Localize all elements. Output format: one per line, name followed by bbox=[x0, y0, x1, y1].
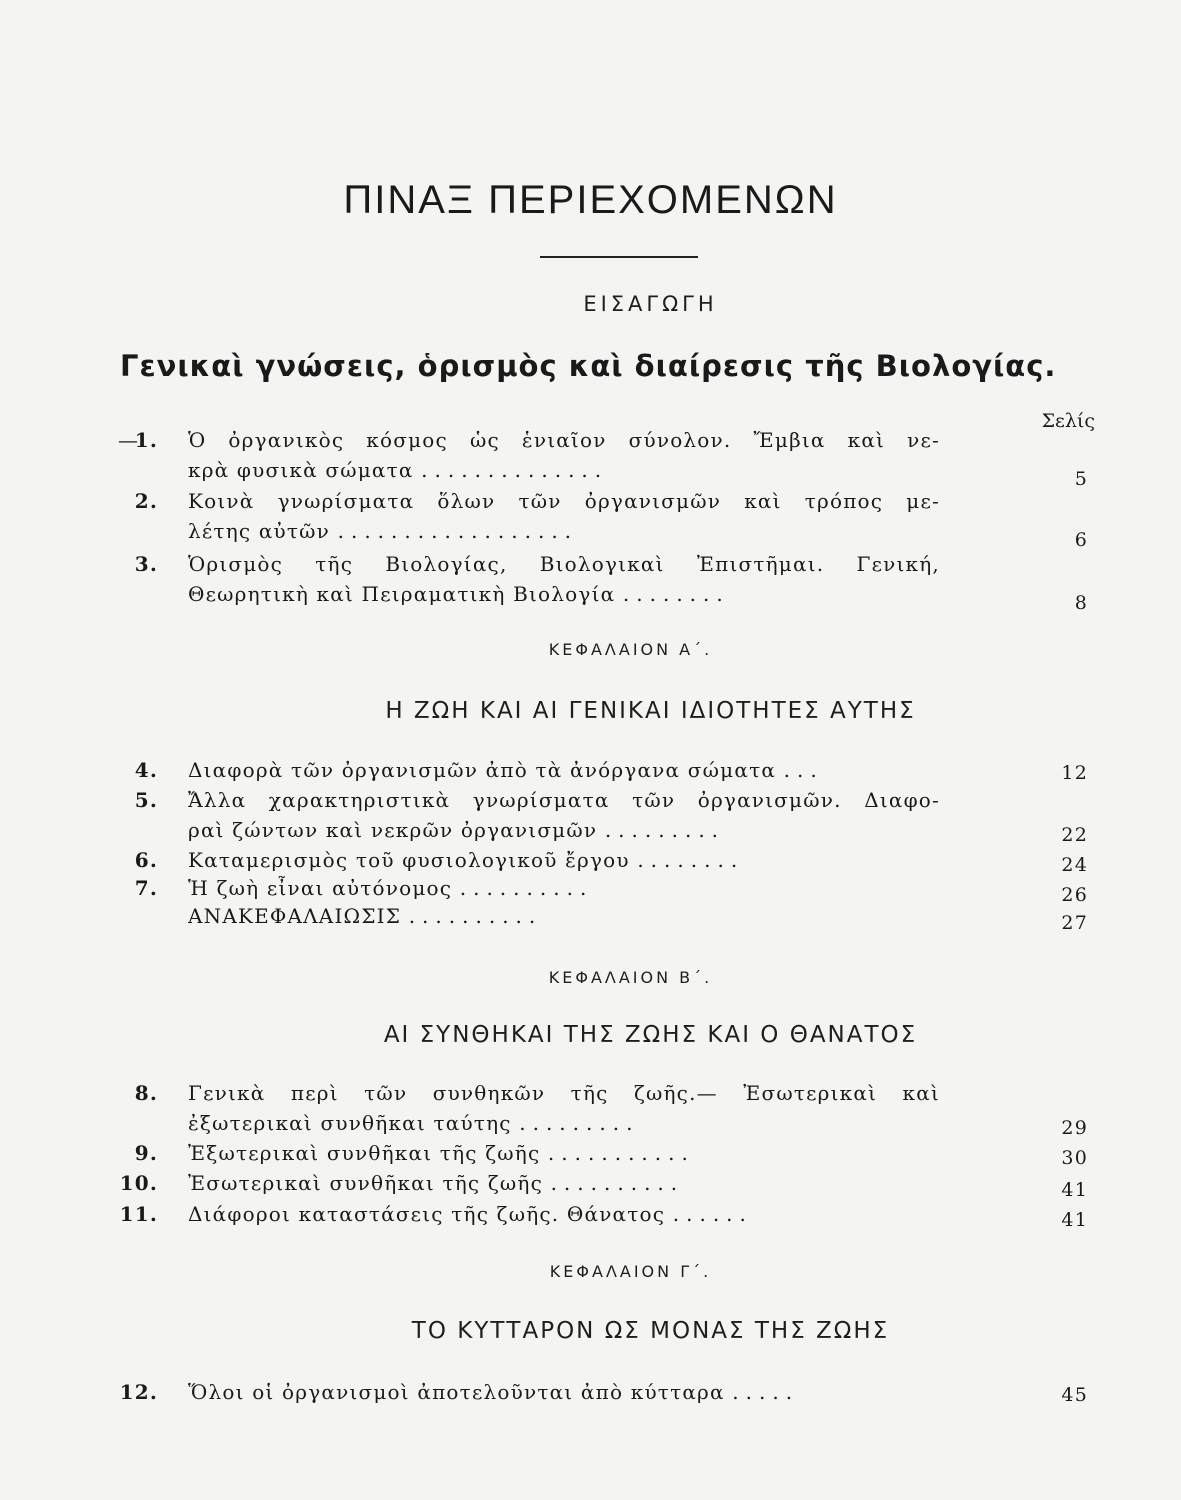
entry-text: λέτης αὐτῶν .................. bbox=[188, 519, 579, 543]
entry-text: ΑΝΑΚΕΦΑΛΑΙΩΣΙΣ .......... bbox=[188, 904, 543, 928]
entry-text: Ἡ ζωὴ εἶναι αὐτόνομος .......... bbox=[188, 876, 594, 900]
toc-entry-line bbox=[0, 904, 1181, 934]
toc-entry-line bbox=[0, 1202, 1181, 1232]
toc-entry-line bbox=[0, 458, 1181, 488]
entry-page: 6 bbox=[1074, 529, 1088, 551]
entry-text: Κοινὰ γνωρίσματα ὅλων τῶν ὀργανισμῶν καὶ τρόπος με- bbox=[188, 489, 940, 513]
entry-number: 10. bbox=[119, 1171, 158, 1195]
intro-subtitle: Γενικαὶ γνώσεις, ὁρισμὸς καὶ διαίρεσις τῆς Βιολογίας. bbox=[120, 349, 1057, 383]
chapter-label: ΚΕΦΑΛΑΙΟΝ Γ΄. bbox=[549, 1262, 712, 1281]
entry-page: 41 bbox=[1061, 1179, 1088, 1201]
entry-number: 3. bbox=[134, 552, 158, 576]
entry-page: 41 bbox=[1061, 1209, 1088, 1231]
entry-page: 27 bbox=[1061, 912, 1088, 934]
entry-number: 6. bbox=[134, 848, 158, 872]
entry-number: 1. bbox=[134, 428, 158, 452]
toc-entry-line bbox=[0, 519, 1181, 549]
entry-number: 5. bbox=[134, 788, 158, 812]
entry-page: 8 bbox=[1074, 592, 1088, 614]
intro-label: ΕΙΣΑΓΩΓΗ bbox=[583, 292, 718, 316]
entry-page: 22 bbox=[1061, 824, 1088, 846]
entry-number: 2. bbox=[134, 489, 158, 513]
entry-text: Θεωρητικὴ καὶ Πειραματικὴ Βιολογία ........ bbox=[188, 582, 730, 606]
toc-entry-line bbox=[0, 876, 1181, 906]
page-title: ΠΙΝΑΞ ΠΕΡΙΕΧΟΜΕΝΩΝ bbox=[343, 178, 838, 222]
entry-number: 11. bbox=[119, 1202, 158, 1226]
toc-entry-line bbox=[0, 582, 1181, 612]
entry-number: 9. bbox=[134, 1141, 158, 1165]
entry-number: 8. bbox=[134, 1081, 158, 1105]
entry-page: 45 bbox=[1061, 1384, 1088, 1406]
entry-text: Ὅλοι οἱ ὀργανισμοὶ ἀποτελοῦνται ἀπὸ κύτταρα ..... bbox=[188, 1380, 800, 1404]
toc-entry-line bbox=[0, 1111, 1181, 1141]
entry-text: Ἐσωτερικαὶ συνθῆκαι τῆς ζωῆς .......... bbox=[188, 1171, 685, 1195]
entry-page: 12 bbox=[1061, 762, 1088, 784]
chapter-label: ΚΕΦΑΛΑΙΟΝ Β΄. bbox=[548, 968, 713, 987]
entry-page: 5 bbox=[1074, 468, 1088, 490]
chapter-title: Η ΖΩΗ ΚΑΙ ΑΙ ΓΕΝΙΚΑΙ ΙΔΙΟΤΗΤΕΣ ΑΥΤΗΣ bbox=[385, 698, 916, 724]
entry-text: ραὶ ζώντων καὶ νεκρῶν ὀργανισμῶν ......... bbox=[188, 818, 726, 842]
entry-page: 29 bbox=[1061, 1117, 1088, 1139]
toc-entry-line bbox=[0, 788, 1181, 818]
toc-entry-line bbox=[0, 818, 1181, 848]
entry-text: ἐξωτερικαὶ συνθῆκαι ταύτης ......... bbox=[188, 1111, 640, 1135]
chapter-title: ΑΙ ΣΥΝΘΗΚΑΙ ΤΗΣ ΖΩΗΣ ΚΑΙ Ο ΘΑΝΑΤΟΣ bbox=[383, 1022, 918, 1048]
entry-number: 12. bbox=[119, 1380, 158, 1404]
entry-text: Ἐξωτερικαὶ συνθῆκαι τῆς ζωῆς ........... bbox=[188, 1141, 695, 1165]
entry-number: 4. bbox=[134, 758, 158, 782]
entry-text: Ὁρισμὸς τῆς Βιολογίας, Βιολογικαὶ Ἐπιστῆμαι. Γενική, bbox=[188, 552, 940, 576]
toc-entry-line bbox=[0, 848, 1181, 878]
entry-number: 7. bbox=[134, 876, 158, 900]
entry-text: Διαφορὰ τῶν ὀργανισμῶν ἀπὸ τὰ ἀνόργανα σώματα ... bbox=[188, 758, 824, 782]
toc-entry-line bbox=[0, 552, 1181, 582]
entry-page: 26 bbox=[1061, 884, 1088, 906]
chapter-title: ΤΟ ΚΥΤΤΑΡΟΝ ΩΣ ΜΟΝΑΣ ΤΗΣ ΖΩΗΣ bbox=[411, 1318, 890, 1344]
entry-text: Ὁ ὀργανικὸς κόσμος ὡς ἑνιαῖον σύνολον. Ἔμβια καὶ νε- bbox=[188, 428, 940, 452]
entry-page: 24 bbox=[1061, 854, 1088, 876]
entry-page: 30 bbox=[1061, 1147, 1088, 1169]
entry-text: Διάφοροι καταστάσεις τῆς ζωῆς. Θάνατος ...... bbox=[188, 1202, 753, 1226]
toc-entry-line bbox=[0, 758, 1181, 788]
page-column-header: Σελίς bbox=[1041, 410, 1095, 432]
chapter-label: ΚΕΦΑΛΑΙΟΝ Α΄. bbox=[548, 640, 713, 659]
entry-text: Γενικὰ περὶ τῶν συνθηκῶν τῆς ζωῆς.— Ἐσωτερικαὶ καὶ bbox=[188, 1081, 940, 1105]
entry-text: Καταμερισμὸς τοῦ φυσιολογικοῦ ἔργου ........ bbox=[188, 848, 745, 872]
toc-entry-line bbox=[0, 1380, 1181, 1410]
toc-entry-line bbox=[0, 1171, 1181, 1201]
entry-text: κρὰ φυσικὰ σώματα .............. bbox=[188, 458, 609, 482]
toc-entry-line bbox=[0, 1141, 1181, 1171]
entry-text: Ἄλλα χαρακτηριστικὰ γνωρίσματα τῶν ὀργανισμῶν. Διαφο- bbox=[188, 788, 940, 812]
toc-entry-line bbox=[0, 428, 1181, 458]
toc-entry-line bbox=[0, 489, 1181, 519]
toc-entry-line bbox=[0, 1081, 1181, 1111]
margin-dash: — bbox=[118, 428, 140, 452]
title-rule bbox=[540, 256, 698, 258]
